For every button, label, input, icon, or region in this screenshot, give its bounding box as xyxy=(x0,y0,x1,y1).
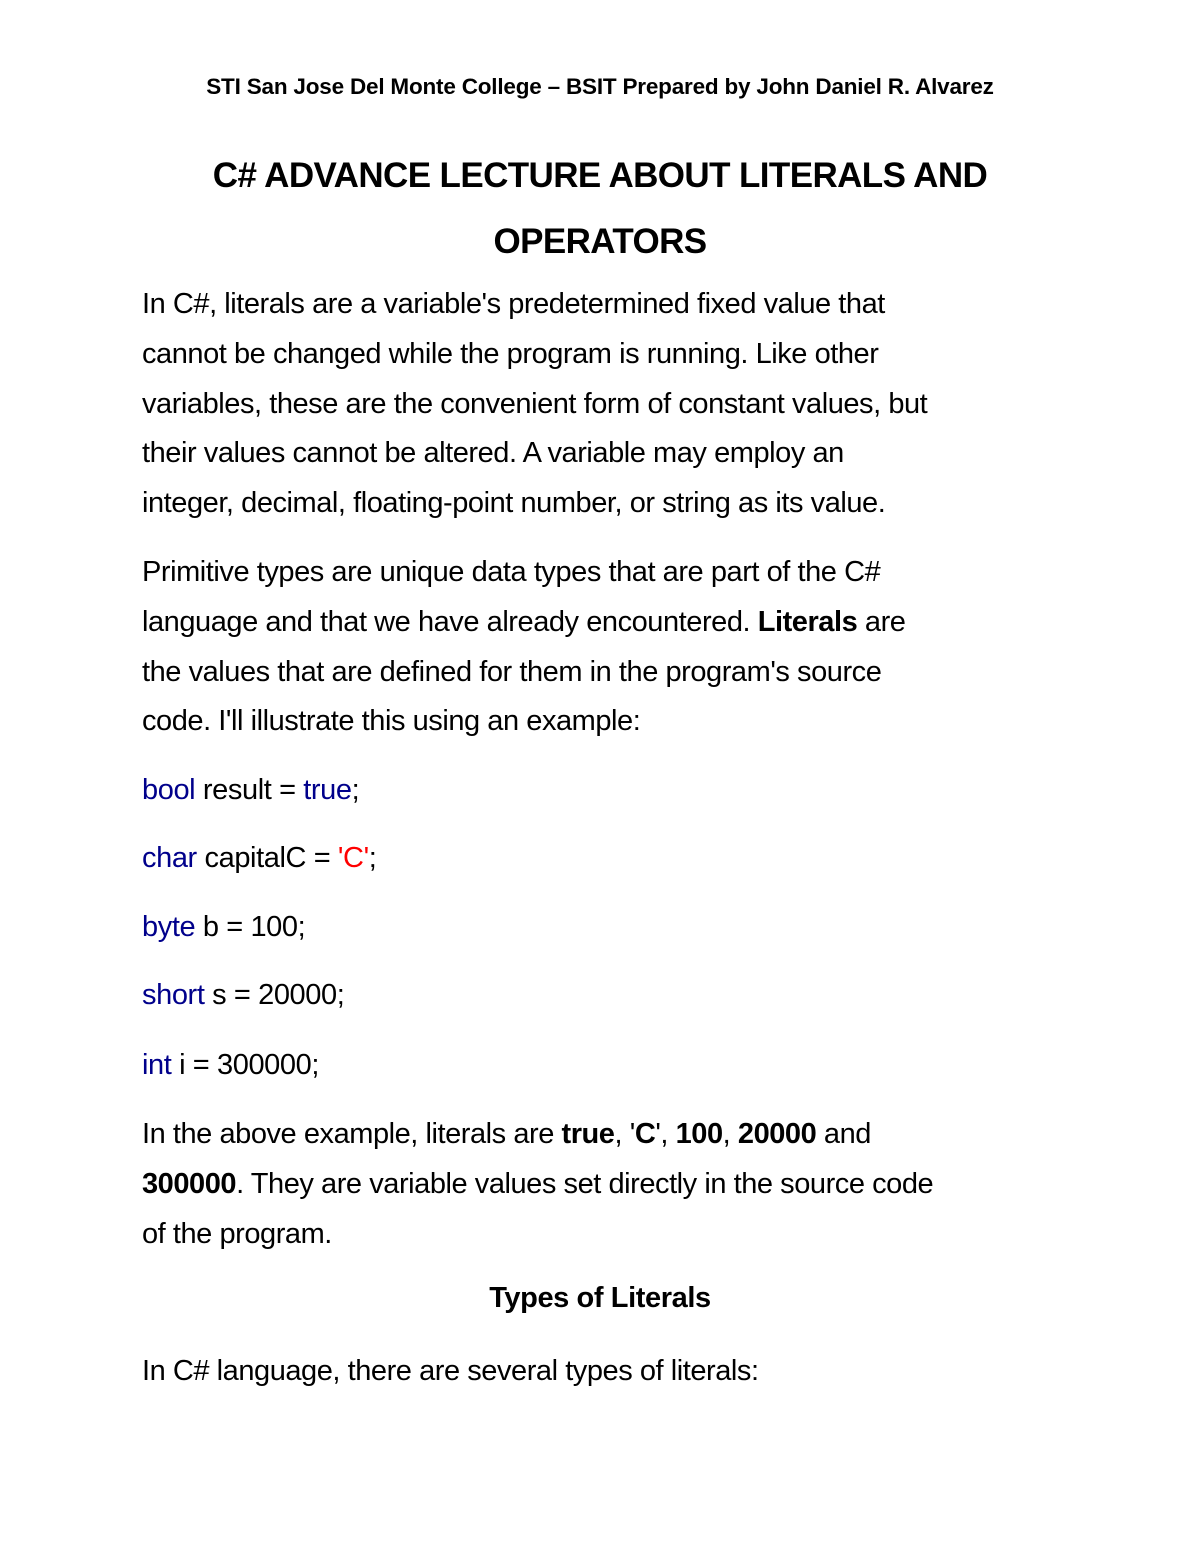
intro-line: In C#, literals are a variable's predetermined fixed value that xyxy=(142,288,885,320)
bold-literal: 100 xyxy=(675,1118,723,1150)
types-intro-paragraph xyxy=(142,1347,1072,1397)
code-text: i = 300000; xyxy=(171,1049,320,1081)
literals-bold-term: Literals xyxy=(757,605,858,638)
example-text: In the above example, literals are xyxy=(142,1118,562,1150)
code-text: result = xyxy=(195,774,304,806)
primitive-line: the values that are defined for them in the program's source xyxy=(142,655,882,688)
code-text: ; xyxy=(368,842,377,874)
code-keyword: char xyxy=(142,842,197,874)
intro-line: their values cannot be altered. A variable may employ an xyxy=(142,437,844,470)
code-keyword: short xyxy=(142,979,205,1011)
example-text: , ' xyxy=(614,1118,635,1150)
page-header: STI San Jose Del Monte College – BSIT Prepared by John Daniel R. Alvarez xyxy=(206,74,994,99)
intro-paragraph xyxy=(142,280,1072,529)
example-paragraph xyxy=(142,1110,1072,1259)
intro-line: integer, decimal, floating-point number, or string as its value. xyxy=(142,487,886,520)
code-text: s = 20000; xyxy=(204,979,345,1011)
primitive-line: Primitive types are unique data types that are part of the C# xyxy=(142,556,881,588)
primitive-line xyxy=(142,598,1072,648)
document-title xyxy=(0,143,1200,275)
code-line-byte xyxy=(142,907,305,947)
primitive-line: code. I'll illustrate this using an example: xyxy=(142,705,641,738)
code-text: b = 100; xyxy=(195,911,306,943)
bold-literal: C xyxy=(634,1118,656,1150)
example-text: ', xyxy=(655,1118,676,1150)
bold-literal: true xyxy=(561,1118,615,1150)
intro-line: variables, these are the convenient form of constant values, but xyxy=(142,387,928,420)
title-line-1: C# ADVANCE LECTURE ABOUT LITERALS AND xyxy=(212,156,988,195)
primitive-paragraph xyxy=(142,548,1072,747)
code-keyword: bool xyxy=(142,774,196,806)
code-text: capitalC = xyxy=(196,842,338,874)
types-of-literals-heading: Types of Literals xyxy=(489,1282,711,1314)
example-text: . They are variable values set directly in the source code xyxy=(236,1167,934,1200)
primitive-text: language and that we have already encountered. xyxy=(142,605,758,638)
example-line: of the program. xyxy=(142,1217,332,1250)
bold-literal: 20000 xyxy=(737,1118,817,1150)
example-line xyxy=(142,1110,1072,1160)
example-text: and xyxy=(816,1118,871,1150)
title-line-2: OPERATORS xyxy=(493,222,707,261)
code-keyword: int xyxy=(142,1049,172,1081)
types-intro-line: In C# language, there are several types of literals: xyxy=(142,1355,759,1387)
code-line-int xyxy=(142,1045,319,1085)
code-line-bool xyxy=(142,770,359,810)
example-text: , xyxy=(722,1118,738,1150)
code-literal: 'C' xyxy=(337,842,369,874)
code-line-char xyxy=(142,838,376,878)
code-keyword: byte xyxy=(142,911,196,943)
example-line xyxy=(142,1160,1072,1210)
intro-line: cannot be changed while the program is running. Like other xyxy=(142,337,879,370)
code-literal: true xyxy=(303,774,352,806)
code-line-short xyxy=(142,975,344,1015)
bold-literal: 300000 xyxy=(142,1167,237,1200)
code-text: ; xyxy=(351,774,360,806)
primitive-text: are xyxy=(857,605,906,638)
